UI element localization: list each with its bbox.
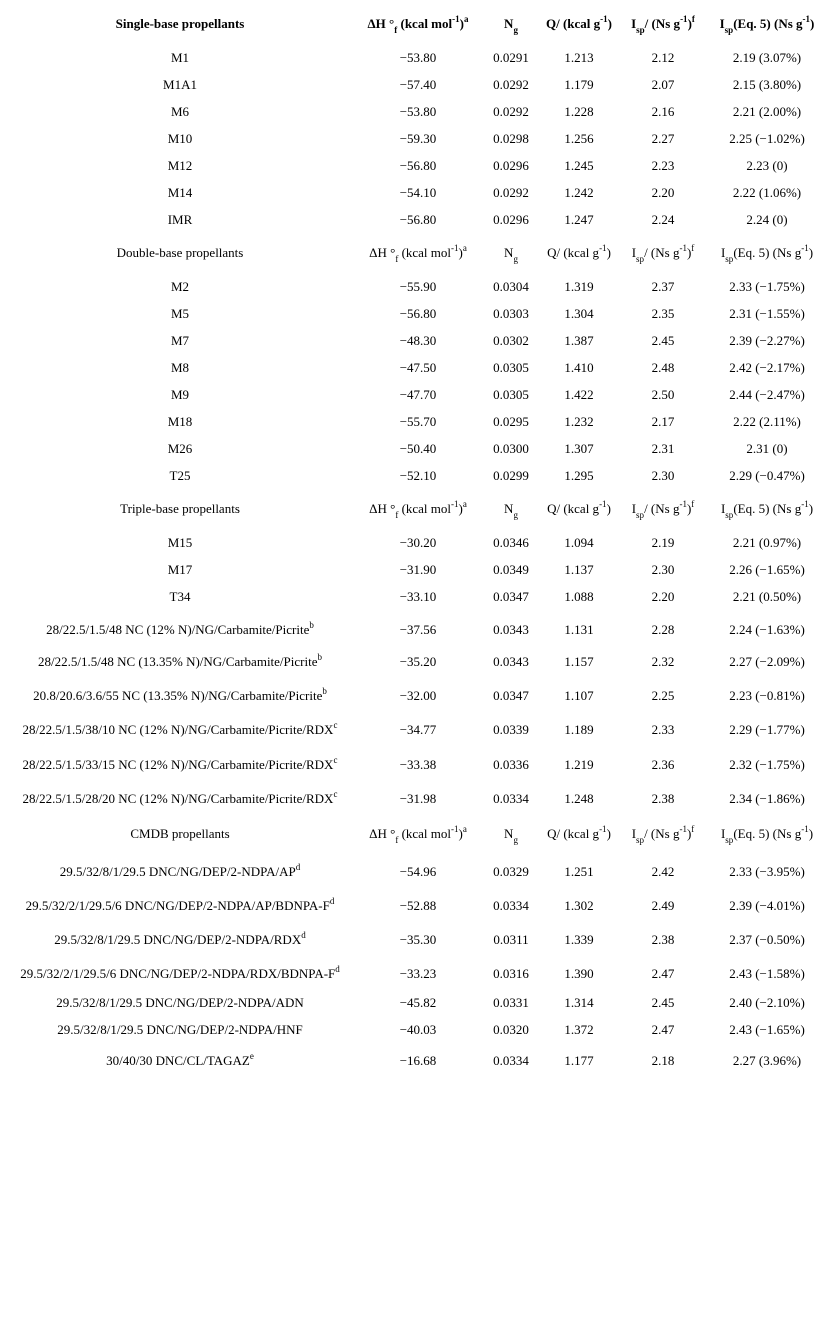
dhf-value: −55.70 — [399, 414, 437, 429]
dhf-value: −40.03 — [399, 1022, 437, 1037]
propellant-name: 29.5/32/8/1/29.5 DNC/$NG/DEP/2-NDPA/AP^d$ — [59, 862, 301, 879]
isp-eq5-value: 2.21 (0.50%) — [732, 589, 802, 604]
isp-value: 2.38 — [651, 932, 675, 947]
propellant-name: 30/40/30 DNC/CL/TAGAZ$^e$ — [106, 1051, 254, 1068]
isp-value: 2.07 — [651, 77, 675, 92]
table-row — [0, 277, 830, 303]
q-value: 1.137 — [564, 562, 594, 577]
ng-value: 0.0305 — [493, 360, 529, 375]
isp-eq5-value: 2.19 (3.07%) — [732, 50, 802, 65]
isp-eq5-value: 2.39 (−2.27%) — [729, 333, 805, 348]
isp-value: 2.17 — [651, 414, 675, 429]
table-row — [0, 560, 830, 586]
dhf-value: −52.10 — [399, 468, 437, 483]
dhf-value: −56.80 — [399, 158, 437, 173]
dhf-value: −31.90 — [399, 562, 437, 577]
isp-eq5-value: 2.25 (−1.02%) — [729, 131, 805, 146]
isp-value: 2.45 — [651, 995, 675, 1010]
col-header-ng: $N_g$ — [504, 16, 518, 35]
table-row — [0, 862, 830, 888]
isp-value: 2.16 — [651, 104, 675, 119]
isp-eq5-value: 2.42 (−2.17%) — [729, 360, 805, 375]
q-value: 1.319 — [564, 279, 594, 294]
table-row — [0, 210, 830, 236]
dhf-value: −56.80 — [399, 212, 437, 227]
dhf-value: −33.10 — [399, 589, 437, 604]
table-row — [0, 48, 830, 74]
dhf-value: −31.98 — [399, 791, 437, 806]
col-header-isp-eq5: $I_{sp}(Eq$. 5) (Ns $g^{-1}$) — [719, 14, 815, 35]
ng-value: 0.0311 — [493, 932, 529, 947]
col-header-isp-eq5: $I_{sp}(Eq$. 5) (Ns $g^{-1}$) — [720, 499, 814, 520]
propellant-name: M10 — [167, 131, 193, 146]
table-row — [0, 358, 830, 384]
dhf-value: −33.38 — [399, 757, 437, 772]
propellant-name: 28/22.5/1.5/33/15 NC (12% N)/NG/Carbamite/Picrite/RDX$^c$ — [22, 755, 338, 772]
isp-eq5-value: 2.23 (−0.81%) — [729, 688, 805, 703]
isp-eq5-value: 2.23 (0) — [746, 158, 788, 173]
isp-value: 2.36 — [651, 757, 675, 772]
isp-eq5-value: 2.44 (−2.47%) — [729, 387, 805, 402]
isp-eq5-value: 2.43 (−1.58%) — [729, 966, 805, 981]
isp-eq5-value: 2.37 (−0.50%) — [729, 932, 805, 947]
ng-value: 0.0329 — [493, 864, 529, 879]
q-value: 1.094 — [564, 535, 594, 550]
footnote-marker: c — [333, 755, 338, 765]
propellant-name: T25 — [169, 468, 191, 483]
isp-eq5-value: 2.21 (0.97%) — [732, 535, 802, 550]
footnote-marker: b — [309, 620, 314, 630]
table-row — [0, 993, 830, 1019]
col-header-dhf: ΔH $^\circ_f$ (kcal mol$^{-1}$)$^a$ — [369, 243, 467, 264]
col-header-dhf: ΔH $^\circ_f$ (kcal mol$^{-1}$)$^a$ — [369, 499, 467, 520]
footnote-marker: d — [295, 862, 301, 872]
isp-value: 2.24 — [651, 212, 675, 227]
col-header-isp-eq5: $I_{sp}(Eq$. 5) (Ns $g^{-1}$) — [720, 243, 814, 264]
col-header-ng: $N_g$ — [504, 245, 518, 264]
isp-eq5-value: 2.24 (0) — [746, 212, 788, 227]
propellant-name: 28/22.5/1.5/38/10 NC (12% N)/NG/Carbamite/Picrite/RDX$^c$ — [22, 720, 338, 737]
table-row — [0, 755, 830, 781]
isp-value: 2.30 — [651, 562, 675, 577]
isp-value: 2.35 — [651, 306, 675, 321]
dhf-value: −59.30 — [399, 131, 437, 146]
table-row — [0, 304, 830, 330]
section-title: Single-base propellants — [115, 16, 245, 31]
ng-value: 0.0303 — [493, 306, 529, 321]
propellant-name: 28/22.5/1.5/48 NC (13.35% N)/NG/Carbamite/Picrite$^b$ — [38, 652, 322, 669]
ng-value: 0.0298 — [493, 131, 529, 146]
q-value: 1.242 — [564, 185, 594, 200]
ng-value: 0.0343 — [493, 622, 529, 637]
isp-value: 2.37 — [651, 279, 675, 294]
isp-value: 2.12 — [651, 50, 675, 65]
propellant-name: 29.5/32/8/1/29.5 DNC/NG/DEP/2-NDPA/RDX$^d$ — [54, 930, 306, 947]
propellant-name: M9 — [170, 387, 190, 402]
isp-eq5-value: 2.26 (−1.65%) — [729, 562, 805, 577]
table-row — [0, 720, 830, 746]
isp-value: 2.42 — [651, 864, 675, 879]
table-row — [0, 789, 830, 815]
propellant-name: M12 — [167, 158, 193, 173]
col-header-dhf: ΔH $^\circ_f$ (kcal mol$^{-1}$)$^a$ — [369, 824, 467, 845]
isp-value: 2.45 — [651, 333, 675, 348]
isp-value: 2.31 — [651, 441, 675, 456]
isp-eq5-value: 2.39 (−4.01%) — [729, 898, 805, 913]
isp-value: 2.47 — [651, 966, 675, 981]
ng-value: 0.0343 — [493, 654, 529, 669]
isp-value: 2.30 — [651, 468, 675, 483]
dhf-value: −48.30 — [399, 333, 437, 348]
section-title: Double-base propellants — [116, 245, 244, 260]
isp-value: 2.47 — [651, 1022, 675, 1037]
table-row — [0, 466, 830, 492]
q-value: 1.189 — [564, 722, 594, 737]
isp-value: 2.32 — [651, 654, 675, 669]
table-row — [0, 75, 830, 101]
q-value: 1.088 — [564, 589, 594, 604]
propellant-name: M14 — [167, 185, 193, 200]
footnote-marker: b — [322, 686, 327, 696]
col-header-ng: $N_g$ — [504, 826, 518, 845]
ng-value: 0.0302 — [493, 333, 529, 348]
q-value: 1.247 — [564, 212, 594, 227]
ng-value: 0.0296 — [493, 212, 529, 227]
isp-value: 2.23 — [651, 158, 675, 173]
isp-eq5-value: 2.31 (−1.55%) — [729, 306, 805, 321]
isp-eq5-value: 2.15 (3.80%) — [732, 77, 802, 92]
isp-value: 2.18 — [651, 1053, 675, 1068]
isp-eq5-value: 2.29 (−1.77%) — [729, 722, 805, 737]
dhf-value: −47.70 — [399, 387, 437, 402]
propellant-name: 20.8/20.6/3.6/55 NC (13.35% N)/NG/Carbamite/Picrite$^b$ — [33, 686, 327, 703]
propellant-name: 28/22.5/1.5/48 NC (12% N)/NG/Carbamite/Picrite$^b$ — [46, 620, 314, 637]
q-value: 1.304 — [564, 306, 594, 321]
q-value: 1.256 — [564, 131, 594, 146]
table-row — [0, 183, 830, 209]
dhf-value: −53.80 — [399, 104, 437, 119]
footnote-marker: d — [301, 930, 306, 940]
propellant-name: 29.5/32/2/1/29.5/6 DNC/$NG/DEP/2-NDPA/AP/BDNPA-F^d$ — [25, 896, 335, 913]
isp-eq5-value: 2.21 (2.00%) — [732, 104, 802, 119]
isp-value: 2.27 — [651, 131, 675, 146]
propellant-name: M26 — [167, 441, 193, 456]
table-row — [0, 439, 830, 465]
ng-value: 0.0299 — [493, 468, 529, 483]
col-header-isp: $I_{sp}/$ (Ns $g^{-1})^f$ — [631, 243, 695, 264]
table-row — [0, 930, 830, 956]
dhf-value: −54.10 — [399, 185, 437, 200]
dhf-value: −57.40 — [399, 77, 437, 92]
dhf-value: −35.30 — [399, 932, 437, 947]
dhf-value: −32.00 — [399, 688, 437, 703]
dhf-value: −35.20 — [399, 654, 437, 669]
isp-eq5-value: 2.27 (−2.09%) — [729, 654, 805, 669]
dhf-value: −55.90 — [399, 279, 437, 294]
col-header-dhf: ΔH $^\circ_f$ (kcal mol$^{-1}$)$^a$ — [367, 14, 469, 35]
dhf-value: −50.40 — [399, 441, 437, 456]
propellant-name: 28/22.5/1.5/28/20 NC (12% N)/NG/Carbamite/Picrite/RDX$^c$ — [22, 789, 338, 806]
ng-value: 0.0336 — [493, 757, 529, 772]
ng-value: 0.0305 — [493, 387, 529, 402]
isp-eq5-value: 2.22 (1.06%) — [732, 185, 802, 200]
isp-eq5-value: 2.40 (−2.10%) — [729, 995, 805, 1010]
isp-eq5-value: 2.27 (3.96%) — [732, 1053, 802, 1068]
dhf-value: −47.50 — [399, 360, 437, 375]
col-header-q: Q/ (kcal $g^{-1}$) — [547, 243, 611, 260]
isp-eq5-value: 2.29 (−0.47%) — [729, 468, 805, 483]
propellant-name: M15 — [167, 535, 193, 550]
section-header-triple-base — [0, 499, 830, 525]
section-header-cmdb — [0, 824, 830, 850]
propellant-name: IMR — [167, 212, 193, 227]
ng-value: 0.0346 — [493, 535, 529, 550]
isp-value: 2.28 — [651, 622, 675, 637]
dhf-value: −45.82 — [399, 995, 437, 1010]
q-value: 1.131 — [564, 622, 594, 637]
isp-value: 2.25 — [651, 688, 675, 703]
propellant-name: M8 — [170, 360, 190, 375]
table-row — [0, 620, 830, 646]
col-header-q: Q/ (kcal $g^{-1}$) — [547, 824, 611, 841]
footnote-marker: d — [329, 896, 335, 906]
propellant-name: 29.5/32/8/1/29.5 DNC/NG/DEP/2-NDPA/ADN — [56, 995, 304, 1010]
dhf-value: −53.80 — [399, 50, 437, 65]
q-value: 1.248 — [564, 791, 594, 806]
footnote-marker: d — [335, 964, 340, 974]
isp-value: 2.48 — [651, 360, 675, 375]
q-value: 1.107 — [564, 688, 594, 703]
dhf-value: −30.20 — [399, 535, 437, 550]
isp-eq5-value: 2.31 (0) — [746, 441, 788, 456]
table-row — [0, 102, 830, 128]
ng-value: 0.0300 — [493, 441, 529, 456]
ng-value: 0.0334 — [493, 898, 529, 913]
ng-value: 0.0316 — [493, 966, 529, 981]
footnote-marker: c — [333, 720, 338, 730]
dhf-value: −16.68 — [399, 1053, 437, 1068]
ng-value: 0.0334 — [493, 791, 529, 806]
ng-value: 0.0304 — [493, 279, 529, 294]
q-value: 1.213 — [564, 50, 594, 65]
table-row — [0, 533, 830, 559]
ng-value: 0.0347 — [493, 688, 529, 703]
footnote-marker: b — [317, 652, 322, 662]
ng-value: 0.0320 — [493, 1022, 529, 1037]
table-row — [0, 686, 830, 712]
ng-value: 0.0292 — [493, 185, 529, 200]
table-row — [0, 652, 830, 678]
col-header-isp-eq5: $I_{sp}(Eq$. 5) (Ns $g^{-1}$) — [720, 824, 814, 845]
dhf-value: −33.23 — [399, 966, 437, 981]
q-value: 1.387 — [564, 333, 594, 348]
table-row — [0, 412, 830, 438]
ng-value: 0.0292 — [493, 104, 529, 119]
propellant-name: M5 — [170, 306, 190, 321]
q-value: 1.157 — [564, 654, 594, 669]
isp-eq5-value: 2.43 (−1.65%) — [729, 1022, 805, 1037]
isp-value: 2.49 — [651, 898, 675, 913]
col-header-q: Q/ (kcal $g^{-1}$) — [547, 499, 611, 516]
ng-value: 0.0295 — [493, 414, 529, 429]
col-header-isp: $I_{sp}/$ (Ns $g^{-1})^f$ — [631, 499, 695, 520]
table-row — [0, 331, 830, 357]
section-header-double-base — [0, 243, 830, 269]
propellant-name: T34 — [169, 589, 191, 604]
isp-value: 2.20 — [651, 589, 675, 604]
section-title: CMDB propellants — [130, 826, 230, 841]
ng-value: 0.0347 — [493, 589, 529, 604]
propellant-name: M1 — [170, 50, 190, 65]
q-value: 1.307 — [564, 441, 594, 456]
propellant-name: M6 — [170, 104, 190, 119]
isp-value: 2.19 — [651, 535, 675, 550]
isp-eq5-value: 2.33 (−1.75%) — [729, 279, 805, 294]
col-header-isp: $I_{sp}/$ (Ns $g^{-1})^f$ — [631, 824, 695, 845]
dhf-value: −56.80 — [399, 306, 437, 321]
ng-value: 0.0291 — [493, 50, 529, 65]
ng-value: 0.0292 — [493, 77, 529, 92]
ng-value: 0.0331 — [493, 995, 529, 1010]
q-value: 1.314 — [564, 995, 594, 1010]
q-value: 1.177 — [564, 1053, 594, 1068]
q-value: 1.219 — [564, 757, 594, 772]
dhf-value: −34.77 — [399, 722, 437, 737]
q-value: 1.339 — [564, 932, 594, 947]
propellant-name: M17 — [167, 562, 193, 577]
isp-eq5-value: 2.34 (−1.86%) — [729, 791, 805, 806]
q-value: 1.410 — [564, 360, 594, 375]
table-row — [0, 129, 830, 155]
table-row — [0, 385, 830, 411]
q-value: 1.302 — [564, 898, 594, 913]
table-row — [0, 896, 830, 922]
col-header-isp: $I_{sp}/$ (Ns $g^{-1})^f$ — [631, 14, 695, 35]
q-value: 1.251 — [564, 864, 594, 879]
isp-eq5-value: 2.33 (−3.95%) — [729, 864, 805, 879]
col-header-ng: $N_g$ — [504, 501, 518, 520]
ng-value: 0.0349 — [493, 562, 529, 577]
isp-value: 2.33 — [651, 722, 675, 737]
isp-eq5-value: 2.32 (−1.75%) — [729, 757, 805, 772]
dhf-value: −54.96 — [399, 864, 437, 879]
table-row — [0, 156, 830, 182]
propellant-name: M1A1 — [163, 77, 197, 92]
ng-value: 0.0339 — [493, 722, 529, 737]
table-row — [0, 1020, 830, 1046]
isp-value: 2.50 — [651, 387, 675, 402]
propellant-name: M2 — [170, 279, 190, 294]
isp-eq5-value: 2.22 (2.11%) — [733, 414, 801, 429]
propellant-name: M18 — [167, 414, 193, 429]
dhf-value: −37.56 — [399, 622, 437, 637]
col-header-q: Q/ (kcal $g^{-1}$) — [545, 14, 612, 31]
q-value: 1.422 — [564, 387, 594, 402]
footnote-marker: c — [333, 789, 338, 799]
q-value: 1.232 — [564, 414, 594, 429]
q-value: 1.179 — [564, 77, 594, 92]
q-value: 1.390 — [564, 966, 594, 981]
isp-value: 2.38 — [651, 791, 675, 806]
q-value: 1.228 — [564, 104, 594, 119]
table-row — [0, 964, 830, 990]
isp-value: 2.20 — [651, 185, 675, 200]
propellant-name: 29.5/32/2/1/29.5/6 DNC/$NG/DEP/2-NDPA/RDX/BDNPA-F^d$ — [20, 964, 340, 981]
section-header-single-base — [0, 14, 830, 40]
q-value: 1.245 — [564, 158, 594, 173]
propellant-name: M7 — [170, 333, 190, 348]
isp-eq5-value: 2.24 (−1.63%) — [729, 622, 805, 637]
propellant-name: 29.5/32/8/1/29.5 DNC/NG/DEP/2-NDPA/HNF — [57, 1022, 303, 1037]
table-row — [0, 587, 830, 613]
ng-value: 0.0296 — [493, 158, 529, 173]
footnote-marker: e — [249, 1051, 254, 1061]
q-value: 1.372 — [564, 1022, 594, 1037]
q-value: 1.295 — [564, 468, 594, 483]
table-row — [0, 1051, 830, 1077]
ng-value: 0.0334 — [493, 1053, 529, 1068]
dhf-value: −52.88 — [399, 898, 437, 913]
section-title: Triple-base propellants — [120, 501, 240, 516]
